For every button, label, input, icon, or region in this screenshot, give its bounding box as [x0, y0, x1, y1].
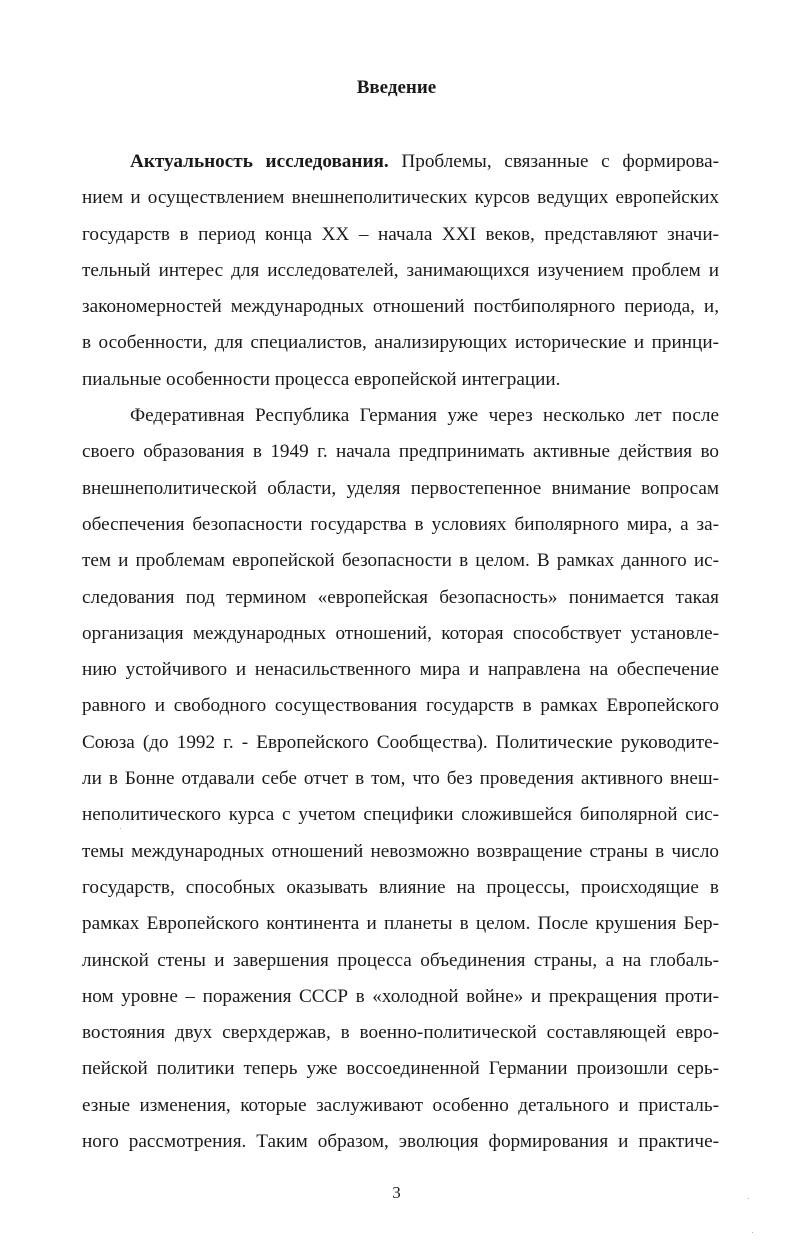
text-line: внешнеполитической области, уделяя первостепенное внимание вопросам	[82, 477, 719, 499]
text-line: своего образования в 1949 г. начала предпринимать активные действия во	[82, 441, 719, 463]
scan-speck	[748, 1198, 749, 1199]
text-line: пиальные особенности процесса европейской интеграции.	[82, 368, 561, 390]
text-line: в особенности, для специалистов, анализирующих исторические и принци-	[82, 332, 719, 354]
scan-speck	[752, 1232, 753, 1233]
text-line: равного и свободного сосуществования государств в рамках Европейского	[82, 695, 719, 717]
text-line: ном уровне – поражения СССР в «холодной войне» и прекращения проти-	[82, 985, 719, 1007]
text-line: пейской политики теперь уже воссоединенной Германии произошли серь-	[82, 1058, 719, 1080]
text-line: темы международных отношений невозможно возвращение страны в число	[82, 840, 719, 862]
lead-phrase: Актуальность исследования.	[130, 151, 389, 172]
text-line	[82, 148, 719, 184]
text-line: организация международных отношений, которая способствует установле-	[82, 622, 719, 644]
text-line: государств в период конца XX – начала XXI веков, представляют значи-	[82, 223, 719, 245]
text-fragment: Проблемы, связанные с формирова-	[388, 151, 719, 172]
text-line: закономерностей международных отношений постбиполярного периода, и,	[82, 296, 719, 318]
text-line: следования под термином «европейская безопасность» понимается такая	[82, 586, 719, 608]
text-line: нием и осуществлением внешнеполитических курсов ведущих европейских	[82, 187, 719, 209]
text-line: езные изменения, которые заслуживают особенно детального и присталь-	[82, 1094, 719, 1116]
text-line: тельный интерес для исследователей, занимающихся изучением проблем и	[82, 259, 719, 281]
text-line: государств, способных оказывать влияние на процессы, происходящие в	[82, 876, 719, 898]
text-line: ли в Бонне отдавали себе отчет в том, что без проведения активного внеш-	[82, 768, 719, 790]
text-line: тем и проблемам европейской безопасности в целом. В рамках данного ис-	[82, 550, 719, 572]
text-line: неполитического курса с учетом специфики сложившейся биполярной сис-	[82, 804, 719, 826]
body-text	[82, 148, 719, 1164]
text-line: Союза (до 1992 г. - Европейского Сообщества). Политические руководите-	[82, 731, 719, 753]
text-line: Федеративная Республика Германия уже через несколько лет после	[130, 405, 719, 427]
text-line: линской стены и завершения процесса объединения страны, а на глобаль-	[82, 949, 719, 971]
text-line: обеспечения безопасности государства в условиях биполярного мира, а за-	[82, 513, 719, 535]
page-number: 3	[392, 1183, 401, 1202]
scan-speck	[120, 828, 121, 829]
section-heading: Введение	[356, 77, 437, 98]
text-line: нию устойчивого и ненасильственного мира и направлена на обеспечение	[82, 659, 719, 681]
text-line: рамках Европейского континента и планеты в целом. После крушения Бер-	[82, 913, 719, 935]
text-line: востояния двух сверхдержав, в военно-политической составляющей евро-	[82, 1022, 719, 1044]
text-line: ного рассмотрения. Таким образом, эволюция формирования и практиче-	[82, 1131, 719, 1153]
